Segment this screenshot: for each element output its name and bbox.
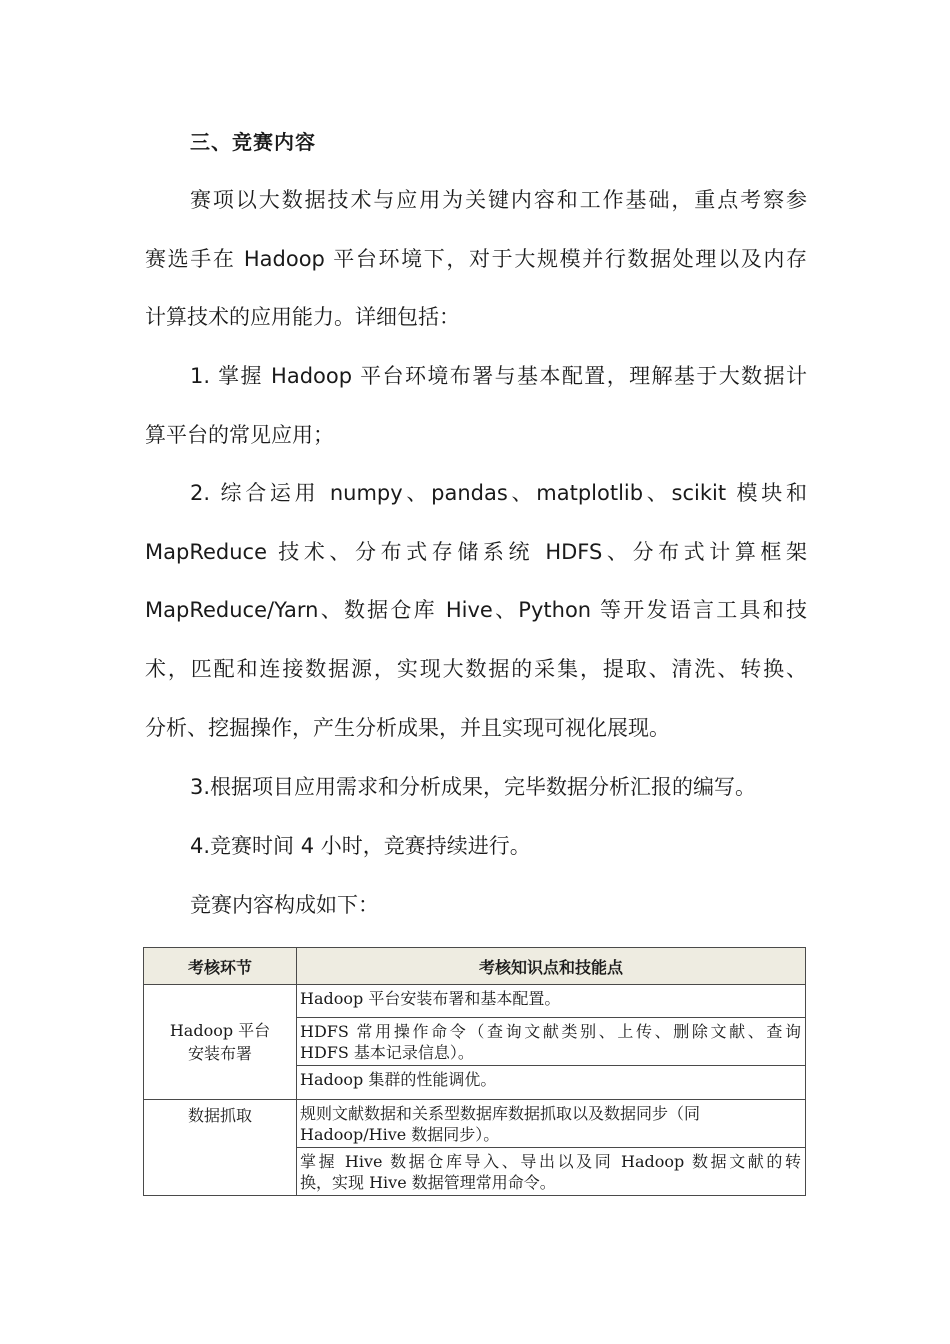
table-row xyxy=(144,1100,806,1148)
paragraph-line: 3.根据项目应用需求和分析成果，完毕数据分析汇报的编写。 xyxy=(190,775,757,799)
item-4-paragraph xyxy=(145,817,807,876)
table-intro-paragraph xyxy=(145,876,807,935)
content-table xyxy=(143,947,806,1196)
intro-paragraph xyxy=(145,171,807,347)
paragraph-line: 术，匹配和连接数据源，实现大数据的采集，提取、清洗、转换、 xyxy=(145,657,807,682)
paragraph-line: 2. 综合运用 numpy、pandas、matplotlib、scikit 模块和 xyxy=(190,481,807,505)
paragraph-line: 计算技术的应用能力。详细包括： xyxy=(145,305,460,330)
paragraph-line: 竞赛内容构成如下： xyxy=(190,893,379,917)
table-row xyxy=(144,985,806,1018)
skill-line: HDFS 常用操作命令（查询文献类别、上传、删除文献、查询 xyxy=(300,1022,801,1041)
table-header-row xyxy=(144,948,806,985)
skill-line: 规则文献数据和关系型数据库数据抓取以及数据同步（同 xyxy=(300,1104,701,1123)
skill-cell xyxy=(297,1100,806,1148)
skill-line: Hadoop/Hive 数据同步）。 xyxy=(300,1125,500,1144)
section-heading: 三、竞赛内容 xyxy=(190,130,316,154)
skill-line: Hadoop 集群的性能调优。 xyxy=(300,1070,497,1089)
table-header-cell: 考核知识点和技能点 xyxy=(297,948,806,985)
paragraph-line: 赛选手在 Hadoop 平台环境下，对于大规模并行数据处理以及内存 xyxy=(145,246,807,271)
paragraph-line: MapReduce/Yarn、数据仓库 Hive、Python 等开发语言工具和技 xyxy=(145,598,807,623)
paragraph-line: 1. 掌握 Hadoop 平台环境布署与基本配置，理解基于大数据计 xyxy=(190,364,807,388)
section-label-line: 安装布署 xyxy=(187,1044,252,1063)
item-2-paragraph xyxy=(145,464,807,757)
item-3-paragraph xyxy=(145,758,807,817)
skill-cell xyxy=(297,985,806,1018)
paragraph-line: 赛项以大数据技术与应用为关键内容和工作基础，重点考察参 xyxy=(190,188,807,212)
skill-cell xyxy=(297,1066,806,1100)
skill-line: HDFS 基本记录信息）。 xyxy=(300,1043,474,1062)
paragraph-line: MapReduce 技术、分布式存储系统 HDFS、分布式计算框架 xyxy=(145,539,807,564)
item-1-paragraph xyxy=(145,347,807,464)
paragraph-line: 4.竞赛时间 4 小时，竞赛持续进行。 xyxy=(190,834,531,858)
section-cell xyxy=(144,985,297,1100)
paragraph-line: 算平台的常见应用； xyxy=(145,422,334,447)
section-cell xyxy=(144,1100,297,1196)
skill-cell xyxy=(297,1148,806,1196)
skill-cell xyxy=(297,1018,806,1066)
table-header-cell: 考核环节 xyxy=(144,948,297,985)
section-label-line: 数据抓取 xyxy=(187,1106,252,1125)
skill-line: 掌握 Hive 数据仓库导入、导出以及同 Hadoop 数据文献的转 xyxy=(300,1152,801,1171)
paragraph-line: 分析、挖掘操作，产生分析成果，并且实现可视化展现。 xyxy=(145,715,670,740)
skill-line: 换，实现 Hive 数据管理常用命令。 xyxy=(300,1173,556,1192)
section-label-line: Hadoop 平台 xyxy=(169,1021,271,1040)
skill-line: Hadoop 平台安装布署和基本配置。 xyxy=(300,989,561,1008)
